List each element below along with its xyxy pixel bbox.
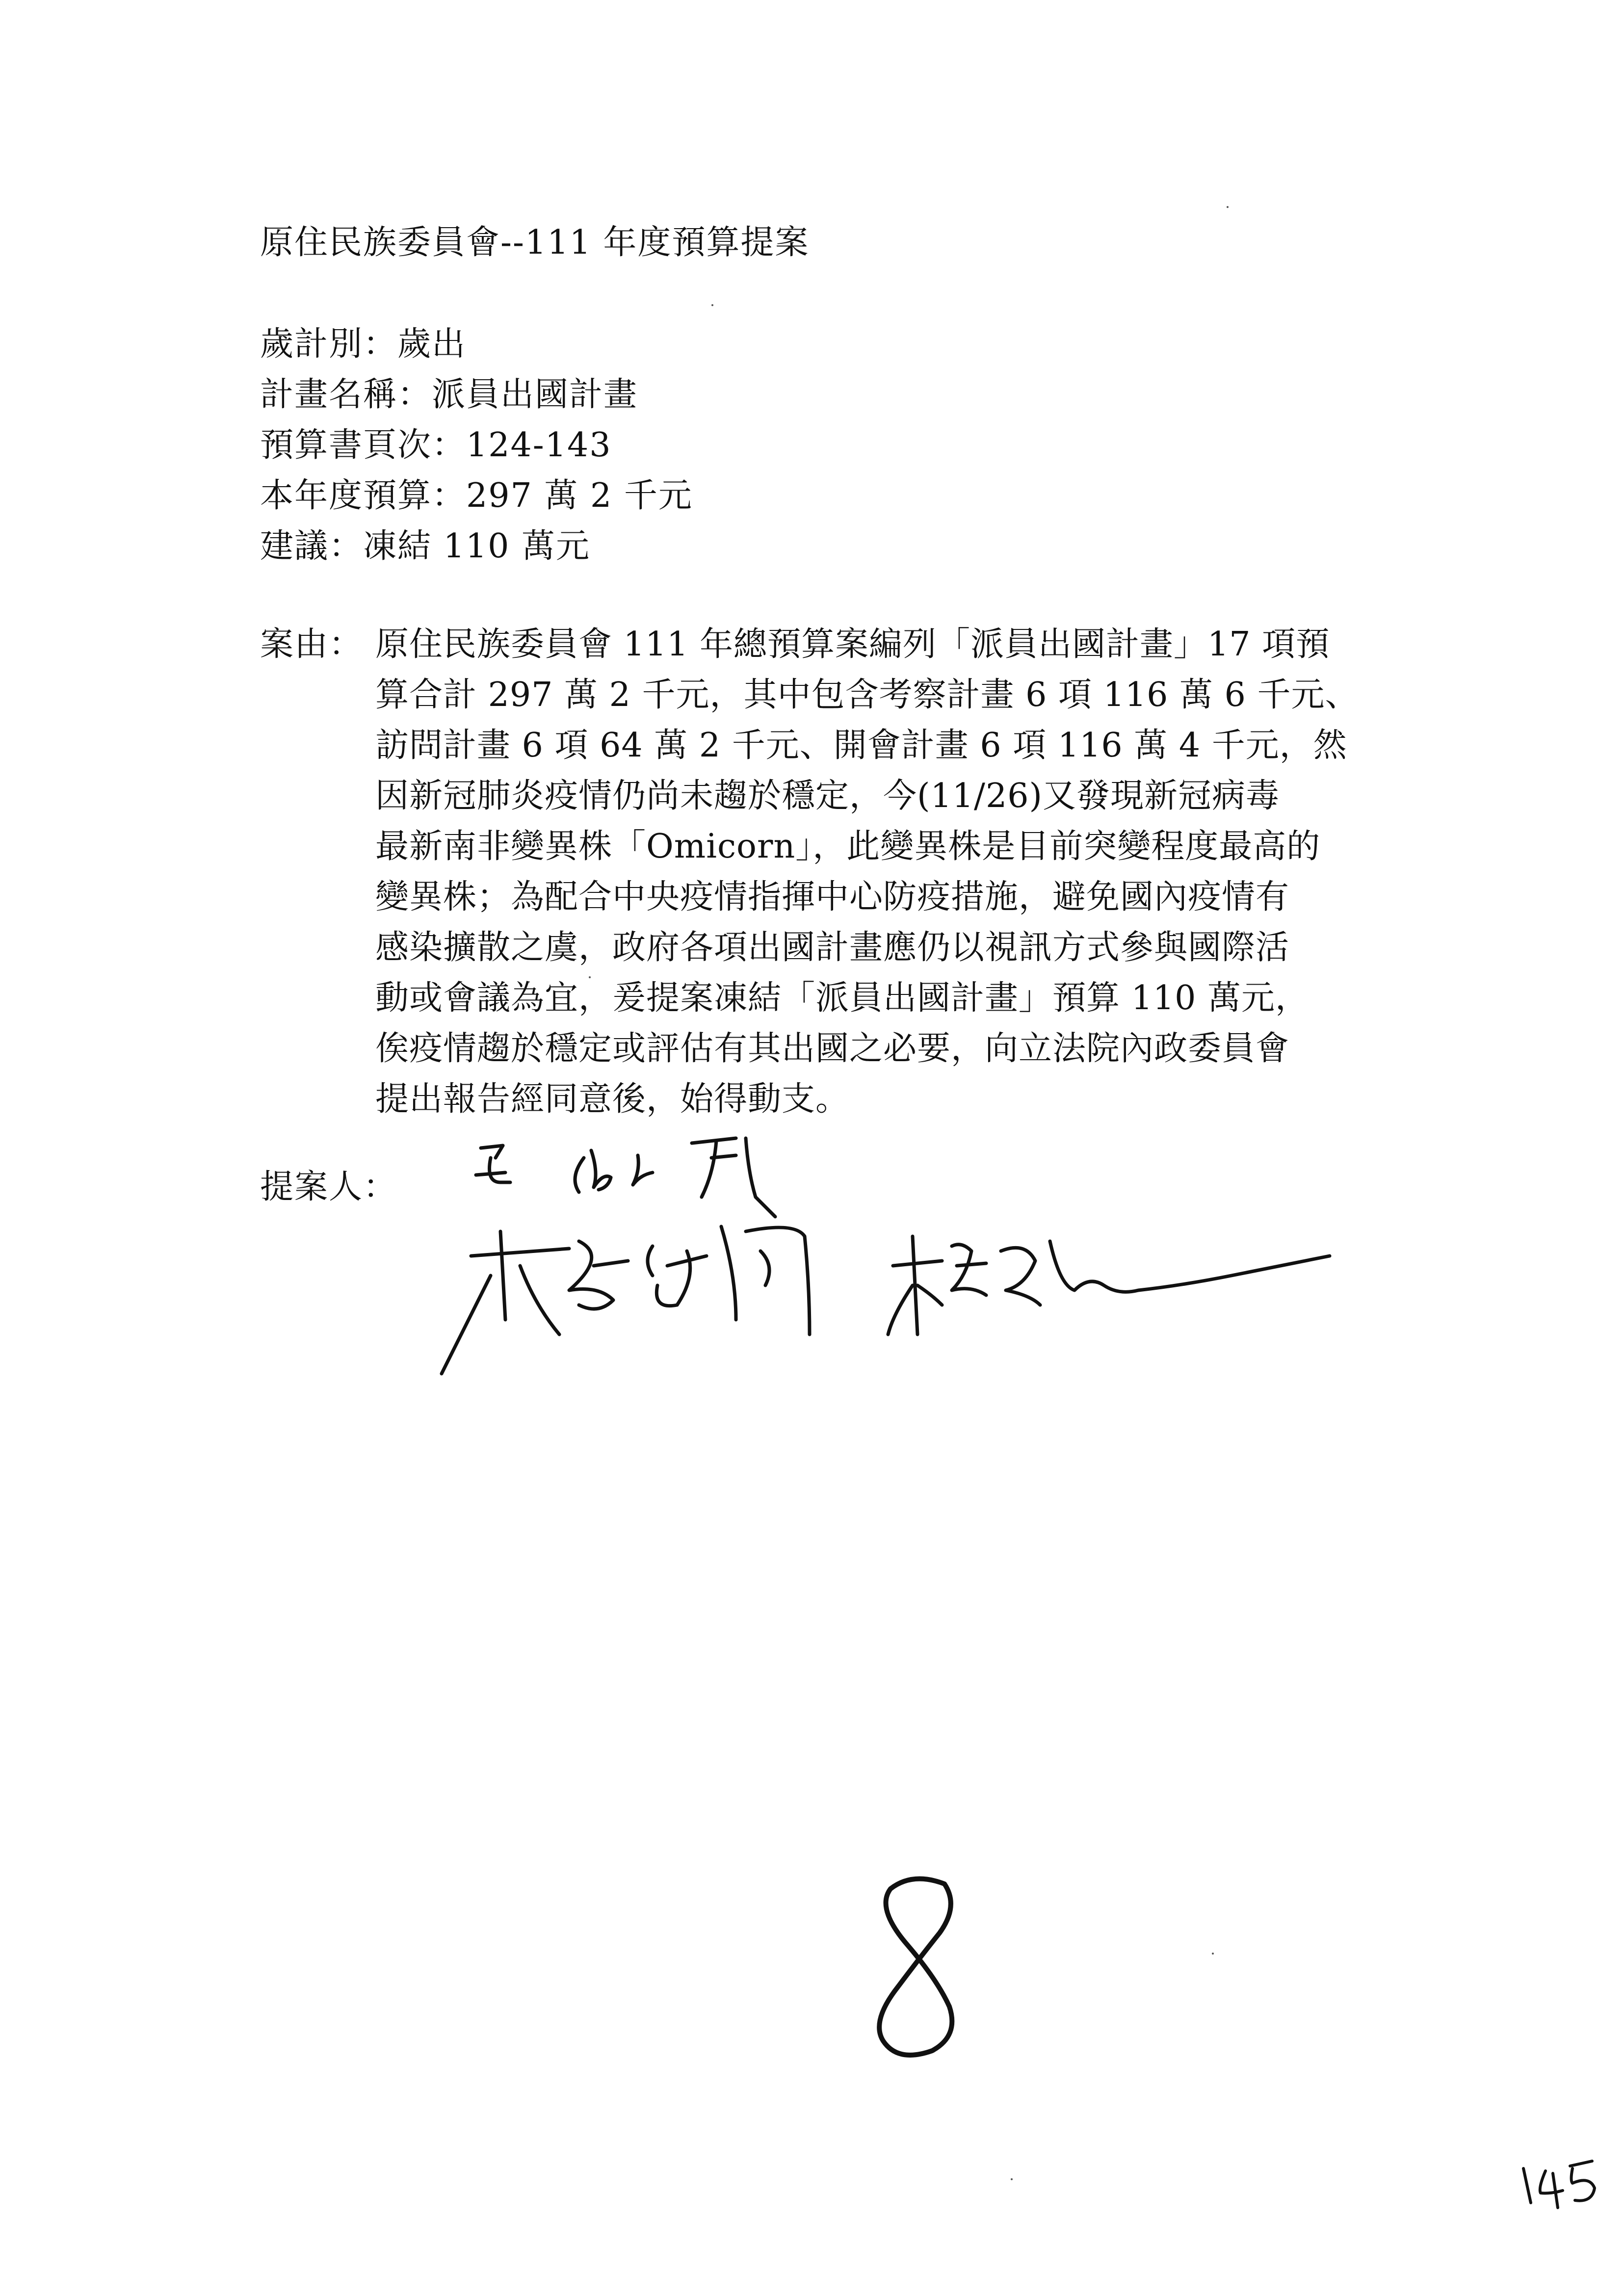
signature-stroke: [1001, 1248, 1040, 1305]
field-value: 124-143: [466, 426, 612, 465]
reason-line: 變異株；為配合中央疫情指揮中心防疫措施，避免國內疫情有: [375, 878, 1290, 916]
scan-speck: [1011, 2178, 1013, 2180]
handwritten-signatures: [422, 1128, 1354, 1447]
reason-line: 訪問計畫 6 項 64 萬 2 千元、開會計畫 6 項 116 萬 4 千元，然: [375, 726, 1347, 765]
budget-fields: [260, 319, 693, 572]
field-label: 計畫名稱：: [260, 375, 432, 414]
signature-stroke: [633, 1155, 653, 1185]
handwritten-corner-number: [1511, 2149, 1609, 2213]
field-fiscal-category: [260, 319, 693, 369]
handwritten-stroke: [1570, 2161, 1595, 2201]
reason-line: 提出報告經同意後，始得動支。: [375, 1080, 850, 1119]
reason-line: 俟疫情趨於穩定或評估有其出國之必要，向立法院內政委員會: [375, 1029, 1290, 1068]
field-value: 凍結 110 萬元: [363, 527, 591, 566]
signature-stroke: [952, 1245, 986, 1295]
scan-speck: [711, 304, 713, 306]
field-plan-name: [260, 369, 693, 420]
signature-stroke: [575, 1150, 611, 1192]
field-label: 預算書頁次：: [260, 426, 467, 465]
field-value: 派員出國計畫: [432, 375, 638, 414]
signature-stroke: [490, 1158, 511, 1182]
reason-line: 原住民族委員會 111 年總預算案編列「派員出國計畫」17 項預: [375, 625, 1330, 664]
reason-line: 感染擴散之虞，政府各項出國計畫應仍以視訊方式參與國際活: [375, 928, 1290, 967]
scan-speck: [1212, 1953, 1214, 1955]
handwritten-stroke: [879, 1879, 952, 2055]
reason-line: 算合計 297 萬 2 千元，其中包含考察計畫 6 項 116 萬 6 千元、: [375, 676, 1359, 714]
field-label: 歲計別：: [260, 325, 398, 364]
document-title: 原住民族委員會--111 年度預算提案: [260, 223, 810, 262]
field-label: 本年度預算：: [260, 476, 467, 515]
field-value: 297 萬 2 千元: [466, 476, 693, 515]
signature-stroke: [569, 1241, 628, 1309]
field-value: 歲出: [397, 325, 467, 364]
field-label: 建議：: [260, 527, 364, 566]
handwritten-page-number: [854, 1874, 981, 2061]
reason-line: 動或會議為宜，爰提案凍結「派員出國計畫」預算 110 萬元，: [375, 979, 1310, 1018]
signature-stroke: [648, 1246, 707, 1306]
field-recommendation: [260, 521, 693, 572]
reason-body: [375, 619, 1415, 1124]
handwritten-stroke: [1523, 2168, 1531, 2203]
scan-speck: [589, 976, 591, 978]
signature-stroke: [888, 1236, 942, 1334]
reason-line: 最新南非變異株「Omicorn」，此變異株是目前突變程度最高的: [375, 827, 1321, 866]
signature-stroke: [442, 1231, 569, 1374]
reason-line: 因新冠肺炎疫情仍尚未趨於穩定，今(11/26)又發現新冠病毒: [375, 777, 1280, 815]
proposer-label: 提案人：: [260, 1168, 398, 1206]
field-annual-budget: [260, 470, 693, 521]
signature-stroke: [746, 1138, 775, 1217]
scan-speck: [1227, 206, 1229, 208]
reason-label: 案由：: [260, 625, 364, 664]
signature-stroke: [1050, 1241, 1330, 1292]
handwritten-stroke: [1540, 2171, 1563, 2208]
field-budget-pages: [260, 420, 693, 470]
signature-stroke: [721, 1226, 810, 1334]
signature-stroke: [692, 1138, 736, 1197]
